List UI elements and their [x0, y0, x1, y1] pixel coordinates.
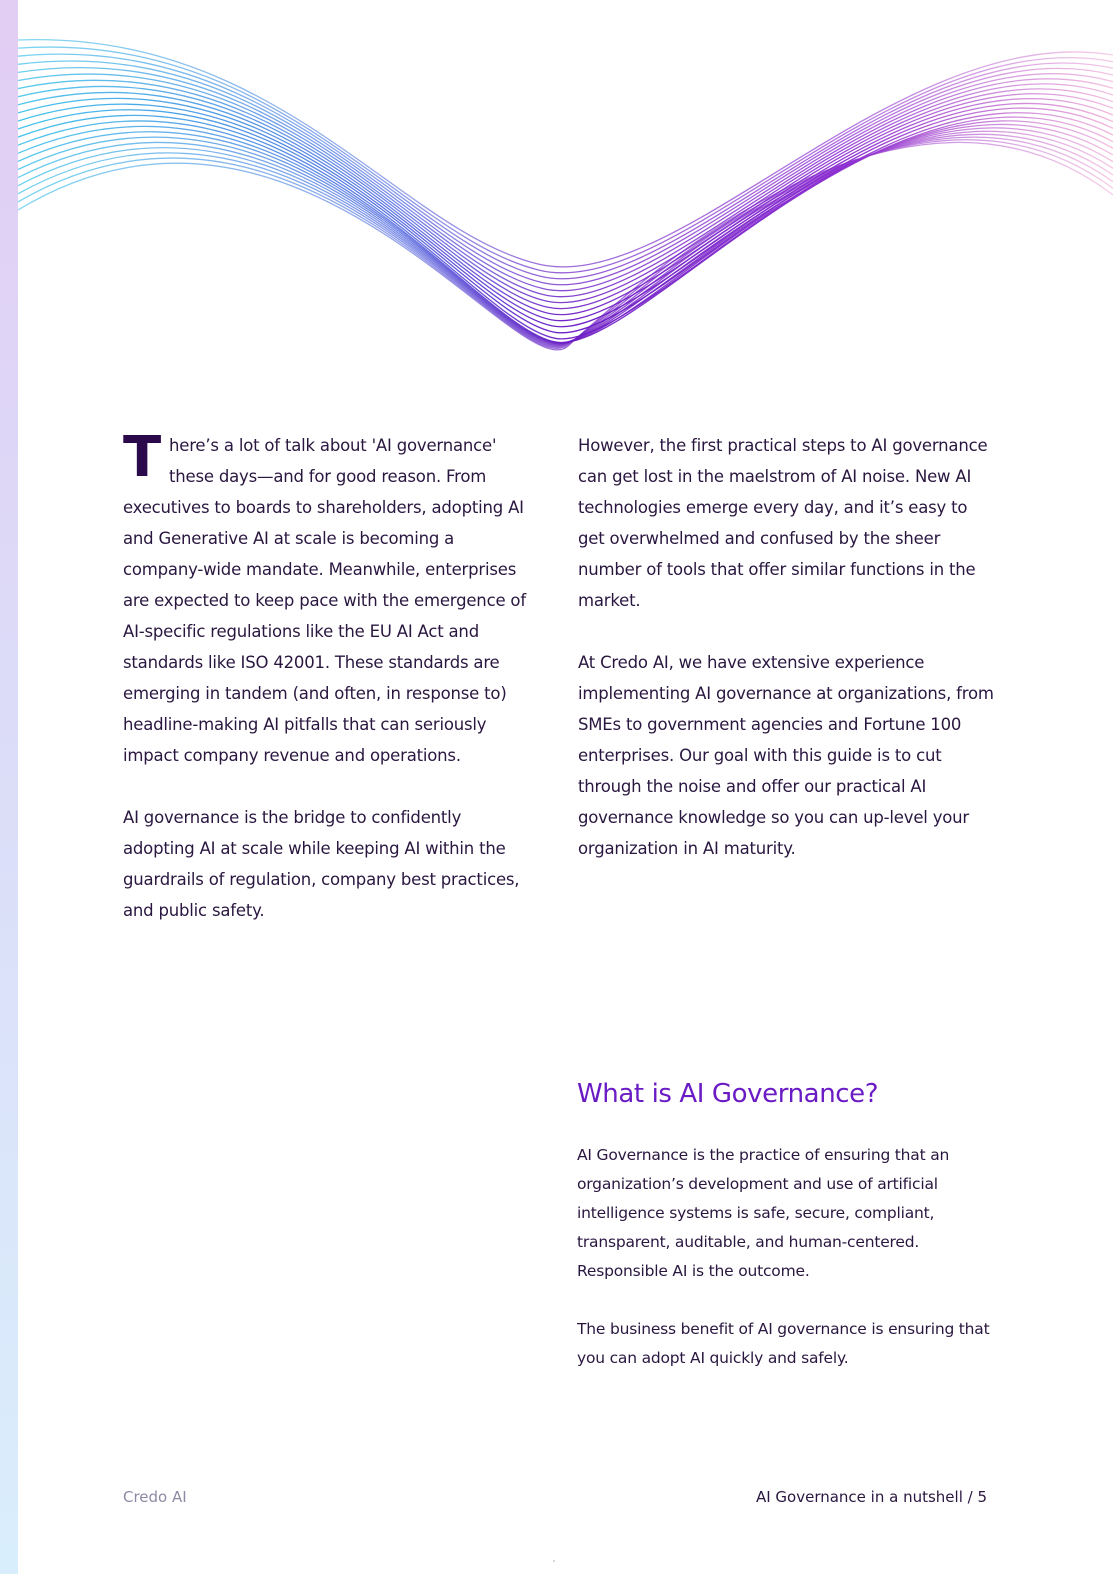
wave-line	[18, 142, 1113, 349]
wave-line	[18, 61, 1113, 285]
what-is-ai-governance-section	[577, 1075, 997, 1402]
wave-line	[18, 54, 1113, 279]
wave-line	[18, 140, 1113, 348]
page-dot	[553, 1560, 555, 1562]
footer-brand: Credo AI	[123, 1488, 187, 1506]
drop-cap: T	[123, 425, 161, 490]
intro-paragraph-1-text: here’s a lot of talk about 'AI governance' these days—and for good reason. From executives to boards to shareholders, adopting AI and Generative AI at scale is becoming a company-wide mandate. Meanwhile, enterprises are expected to keep pace with the emergence of AI-specific regulations like the EU AI Act and standards like ISO 42001. These standards are emerging in tandem (and often, in response to) headline-making AI pitfalls that can seriously impact company revenue and operations.	[123, 436, 526, 765]
wave-line	[18, 121, 1113, 343]
wave-line	[18, 108, 1113, 333]
intro-paragraph-4: At Credo AI, we have extensive experience implementing AI governance at organizations, from SMEs to government agencies and Fortune 100 enterprises. Our goal with this guide is to cut through the noise and offer our practical AI governance knowledge so you can up-level your organization in AI maturity.	[578, 653, 994, 858]
wave-line	[18, 124, 1113, 343]
section-heading: What is AI Governance?	[577, 1079, 879, 1109]
wave-line	[18, 113, 1113, 339]
wave-line	[18, 103, 1113, 326]
intro-paragraph-1	[123, 425, 533, 771]
footer-page-label: AI Governance in a nutshell / 5	[755, 1488, 987, 1506]
intro-paragraph-3: However, the first practical steps to AI governance can get lost in the maelstrom of AI noise. New AI technologies emerge every day, and it’s easy to get overwhelmed and confused by the sheer number of tools that offer similar functions in the market.	[578, 436, 988, 610]
section-paragraph-1: AI Governance is the practice of ensuring that an organization’s development and use of artificial intelligence systems is safe, secure, compliant, transparent, auditable, and human-centered. Responsible AI is the outcome.	[577, 1146, 950, 1280]
intro-right-column	[578, 430, 998, 895]
intro-left-column	[123, 425, 533, 957]
section-paragraph-2: The business benefit of AI governance is ensuring that you can adopt AI quickly and safely.	[577, 1320, 990, 1367]
wave-line	[18, 137, 1113, 347]
decorative-wave-graphic	[18, 0, 1113, 400]
wave-line	[18, 128, 1113, 344]
wave-line	[18, 80, 1113, 302]
side-gradient-bar	[0, 0, 18, 1574]
intro-paragraph-2: AI governance is the bridge to confidently adopting AI at scale while keeping AI within the guardrails of regulation, company best practices, and public safety.	[123, 808, 520, 920]
wave-line	[18, 47, 1113, 273]
